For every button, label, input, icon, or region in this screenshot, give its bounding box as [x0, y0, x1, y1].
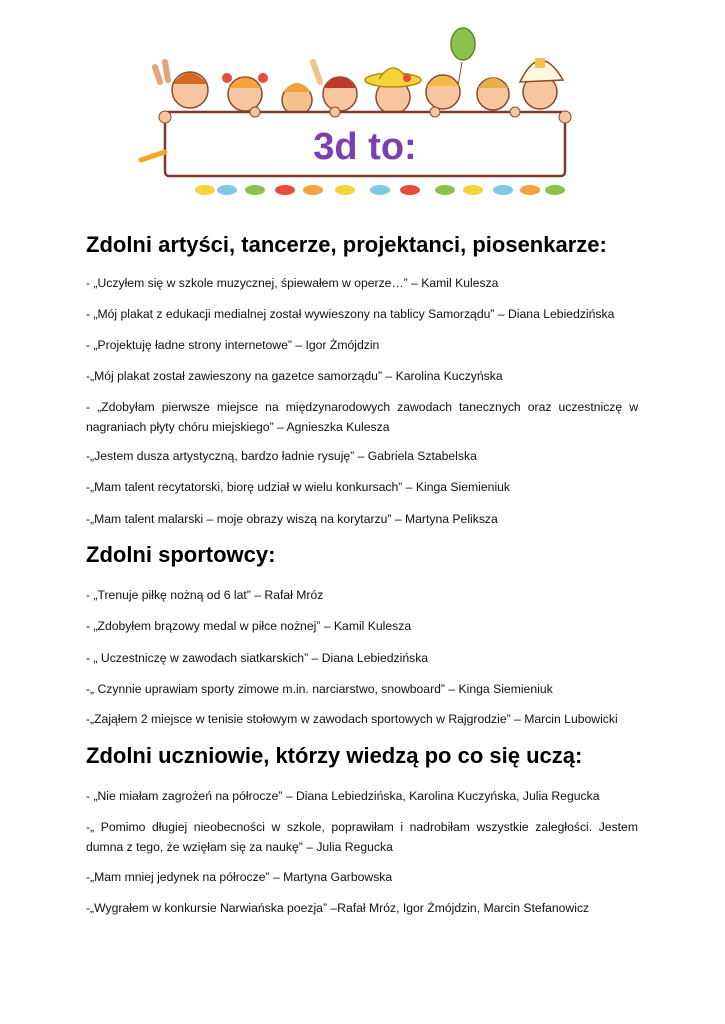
list-item: - „Zdobyłam pierwsze miejsce na międzynarodowych zawodach tanecznych oraz uczestniczę w nagraniach płyty chóru miejskiego” – Agnieszka Kulesza — [86, 400, 638, 434]
banner-title: 3d to: — [313, 126, 417, 168]
list-item: -„ Czynnie uprawiam sporty zimowe m.in. narciarstwo, snowboard” – Kinga Siemieniuk — [86, 682, 553, 696]
list-item: -„Mam talent recytatorski, biorę udział w wielu konkursach” – Kinga Siemieniuk — [86, 480, 511, 494]
list-item: -„Mam talent malarski – moje obrazy wiszą na korytarzu” – Martyna Peliksza — [86, 512, 498, 526]
section-title-sport: Zdolni sportowcy: — [86, 542, 276, 567]
kids-holding-sign-illustration — [135, 22, 585, 202]
list-item: - „ Uczestniczę w zawodach siatkarskich” – Diana Lebiedzińska — [86, 651, 429, 665]
list-item: -„Mam mniej jedynek na półrocze” – Martyna Garbowska — [86, 870, 393, 884]
list-item: -„Mój plakat został zawieszony na gazetce samorządu” – Karolina Kuczyńska — [86, 369, 503, 383]
section-title-students: Zdolni uczniowie, którzy wiedzą po co się uczą: — [86, 743, 583, 768]
list-item: -„ Pomimo długiej nieobecności w szkole, poprawiłam i nadrobiłam wszystkie zaległości. Jestem dumna z tego, że wzięłam się za naukę” – Julia Regucka — [86, 820, 638, 854]
list-item: - „Uczyłem się w szkole muzycznej, śpiewałem w operze…” – Kamil Kulesza — [86, 276, 499, 290]
list-item: - „Projektuję ładne strony internetowe” – Igor Żmójdzin — [86, 338, 380, 352]
list-item: - „Nie miałam zagrożeń na półrocze” – Diana Lebiedzińska, Karolina Kuczyńska, Julia Regucka — [86, 789, 600, 803]
list-item: -„Zająłem 2 miejsce w tenisie stołowym w zawodach sportowych w Rajgrodzie” – Marcin Lubowicki — [86, 712, 618, 726]
list-item: -„Jestem dusza artystyczną, bardzo ładnie rysuję” – Gabriela Sztabelska — [86, 449, 477, 463]
list-item: - „Zdobyłem brązowy medal w piłce nożnej” – Kamil Kulesza — [86, 619, 412, 633]
section-title-artists: Zdolni artyści, tancerze, projektanci, piosenkarze: — [86, 232, 607, 257]
shoes-icon — [195, 185, 565, 195]
list-item: - „Mój plakat z edukacji medialnej został wywieszony na tablicy Samorządu” – Diana Lebiedzińska — [86, 307, 615, 321]
list-item: -„Wygrałem w konkursie Narwiańska poezja” –Rafał Mróz, Igor Żmójdzin, Marcin Stefanowicz — [86, 901, 590, 915]
kid-heads-icon — [155, 58, 563, 115]
list-item: - „Trenuje piłkę nożną od 6 lat” – Rafał Mróz — [86, 588, 324, 602]
banner-illustration — [135, 22, 585, 202]
